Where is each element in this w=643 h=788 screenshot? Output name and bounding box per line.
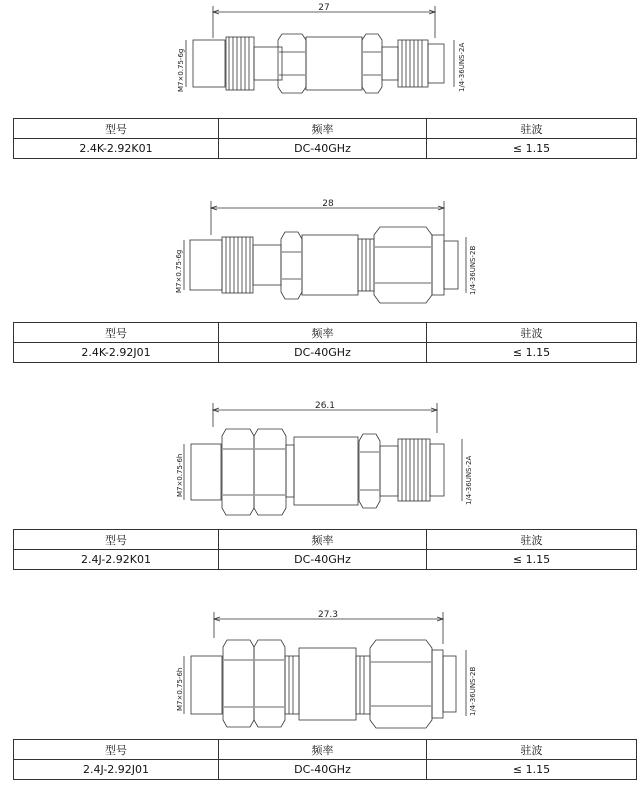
header-vswr: 驻波	[427, 119, 637, 139]
model-value: 2.4J-2.92K01	[14, 550, 219, 570]
frequency-value: DC-40GHz	[219, 343, 427, 363]
right-thread-label: 1/4-36UNS-2B	[469, 245, 477, 295]
header-vswr: 驻波	[427, 323, 637, 343]
vswr-value: ≤ 1.15	[427, 760, 637, 780]
right-thread-label: 1/4-36UNS-2A	[465, 455, 473, 505]
vswr-value: ≤ 1.15	[427, 343, 637, 363]
spec-table-2	[13, 322, 637, 363]
header-model: 型号	[14, 119, 219, 139]
model-value: 2.4J-2.92J01	[14, 760, 219, 780]
adapter-block-4	[0, 606, 643, 786]
adapter-drawing-4	[0, 606, 643, 736]
vswr-value: ≤ 1.15	[427, 139, 637, 159]
header-frequency: 频率	[219, 740, 427, 760]
frequency-value: DC-40GHz	[219, 139, 427, 159]
dimension-label: 27	[318, 3, 330, 13]
right-thread-label: 1/4-36UNS-2A	[458, 42, 466, 92]
left-thread-label: M7×0.75-6h	[176, 453, 184, 497]
spec-table-1	[13, 118, 637, 159]
adapter-block-1	[0, 0, 643, 165]
header-model: 型号	[14, 323, 219, 343]
frequency-value: DC-40GHz	[219, 760, 427, 780]
dimension-label: 27.3	[317, 610, 339, 620]
vswr-value: ≤ 1.15	[427, 550, 637, 570]
left-thread-label: M7×0.75-6g	[175, 249, 183, 293]
left-thread-label: M7×0.75-6h	[176, 667, 184, 711]
header-vswr: 驻波	[427, 530, 637, 550]
adapter-drawing-1	[0, 0, 643, 115]
model-value: 2.4K-2.92J01	[14, 343, 219, 363]
header-model: 型号	[14, 530, 219, 550]
header-model: 型号	[14, 740, 219, 760]
right-thread-label: 1/4-36UNS-2B	[469, 666, 477, 716]
adapter-block-3	[0, 397, 643, 572]
dimension-label: 28	[322, 199, 334, 209]
frequency-value: DC-40GHz	[219, 550, 427, 570]
spec-table-4	[13, 739, 637, 780]
model-value: 2.4K-2.92K01	[14, 139, 219, 159]
header-frequency: 频率	[219, 323, 427, 343]
header-frequency: 频率	[219, 119, 427, 139]
header-vswr: 驻波	[427, 740, 637, 760]
header-frequency: 频率	[219, 530, 427, 550]
dimension-label: 26.1	[314, 401, 336, 411]
adapter-block-2	[0, 195, 643, 365]
adapter-drawing-3	[0, 397, 643, 522]
spec-table-3	[13, 529, 637, 570]
left-thread-label: M7×0.75-6g	[177, 48, 185, 92]
adapter-drawing-2	[0, 195, 643, 315]
